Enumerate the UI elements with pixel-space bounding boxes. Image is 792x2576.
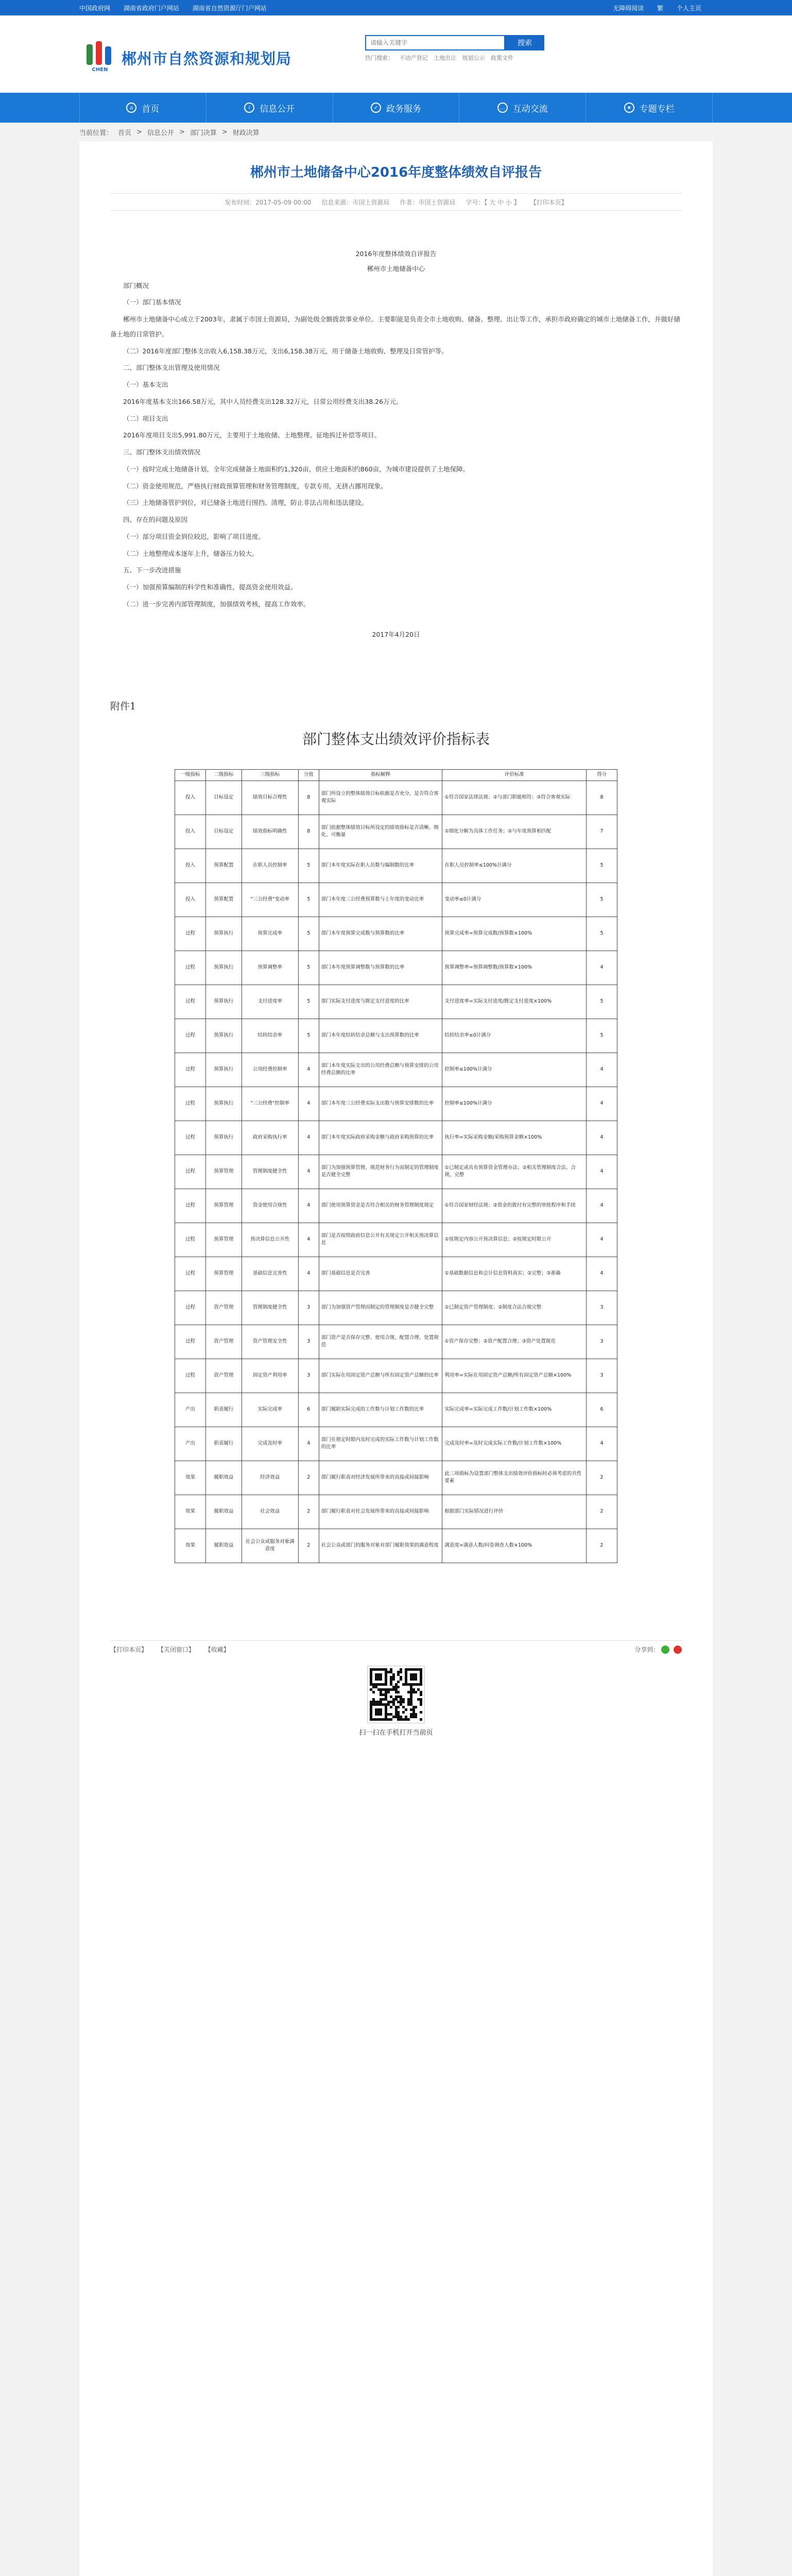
table-cell: 此三项指标为设置部门整体支出绩效评价指标时必须考虑的共性要素 — [442, 1461, 587, 1495]
table-cell: 5 — [298, 883, 319, 917]
search-button[interactable]: 搜索 — [505, 35, 544, 50]
table-cell: "三公经费"变动率 — [242, 883, 298, 917]
table-cell: 5 — [298, 849, 319, 883]
table-cell: 4 — [298, 1155, 319, 1189]
top-link-dept[interactable]: 湖南省自然资源厅门户网站 — [192, 4, 267, 12]
breadcrumb-current[interactable]: 财政决算 — [232, 129, 260, 137]
search-area — [365, 35, 544, 62]
table-cell: 5 — [587, 1019, 617, 1053]
table-row — [175, 1155, 617, 1189]
table-row — [175, 1189, 617, 1223]
logo-sub-text: CHEN — [92, 67, 108, 73]
report-heading: 2016年度整体绩效自评报告 — [355, 250, 437, 258]
table-cell: 5 — [587, 883, 617, 917]
table-cell: 部门所设立的整体绩效目标依据是否充分，是否符合客观实际 — [319, 781, 442, 815]
table-row — [175, 1325, 617, 1359]
article-paragraph: （三）土地储备管护到位，对已储备土地进行围挡、清理，防止非法占用和违法建设。 — [123, 499, 368, 507]
table-cell: 过程 — [175, 1053, 206, 1087]
table-cell: 履职效益 — [205, 1529, 242, 1563]
attachment-label: 附件1 — [110, 701, 136, 713]
article-paragraph: 二、部门整体支出管理及使用情况 — [123, 364, 220, 372]
close-window-link[interactable]: 【关闭窗口】 — [157, 1646, 195, 1653]
table-cell: 利用率=实际在用固定资产总额/所有固定资产总额×100% — [442, 1359, 587, 1393]
table-cell: 5 — [298, 917, 319, 951]
table-cell: 部门本年度预算调整数与预算数的比率 — [319, 951, 442, 985]
table-cell: 4 — [587, 1189, 617, 1223]
table-cell: 7 — [587, 815, 617, 849]
article-paragraph: （一）按时完成土地储备计划，全年完成储备土地面积约1,320亩，供应土地面积约860亩，为城市建设提供了土地保障。 — [123, 465, 470, 473]
print-link[interactable]: 【打印本页】 — [530, 198, 567, 206]
table-cell: 预算执行 — [205, 917, 242, 951]
article-paragraph: 三、部门整体支出绩效情况 — [123, 448, 201, 456]
table-cell: 过程 — [175, 1223, 206, 1257]
weibo-share-icon[interactable] — [674, 1646, 682, 1654]
nav-label: 信息公开 — [260, 104, 295, 114]
table-cell: 8 — [587, 781, 617, 815]
top-link-gov[interactable]: 中国政府网 — [79, 4, 111, 12]
table-cell: 资金使用合规性 — [242, 1189, 298, 1223]
table-cell: 预算执行 — [205, 985, 242, 1019]
traditional-chinese-link[interactable]: 繁 — [657, 4, 664, 12]
table-cell: 执行率=实际采购金额/采购预算金额×100% — [442, 1121, 587, 1155]
article-paragraph: 2016年度项目支出5,991.80万元，主要用于土地收储、土地整理、征地拆迁补偿等项目。 — [123, 431, 381, 439]
table-cell: 产出 — [175, 1427, 206, 1461]
article-paragraph: （二）项目支出 — [123, 414, 168, 422]
table-cell: 部门本年度预算完成数与预算数的比率 — [319, 917, 442, 951]
table-cell: 经济效益 — [242, 1461, 298, 1495]
nav-item-service[interactable] — [333, 93, 460, 123]
table-cell: 预算管理 — [205, 1257, 242, 1291]
table-cell: 结转结余率 — [242, 1019, 298, 1053]
table-row — [175, 951, 617, 985]
table-cell: 控制率≤100%计满分 — [442, 1087, 587, 1121]
hot-word[interactable]: 政策文件 — [491, 55, 513, 61]
table-cell: 8 — [298, 815, 319, 849]
nav-item-info[interactable] — [206, 93, 333, 123]
table-cell: "三公经费"控制率 — [242, 1087, 298, 1121]
table-row — [175, 1019, 617, 1053]
table-row — [175, 1427, 617, 1461]
print-page-link[interactable]: 【打印本页】 — [110, 1646, 148, 1653]
table-cell: 过程 — [175, 1359, 206, 1393]
table-body — [175, 781, 617, 1563]
table-cell: 根据部门实际情况进行评价 — [442, 1495, 587, 1529]
table-cell: 管理制度健全性 — [242, 1291, 298, 1325]
table-cell: 4 — [298, 1427, 319, 1461]
table-cell: 政府采购执行率 — [242, 1121, 298, 1155]
table-row — [175, 1291, 617, 1325]
table-cell: 4 — [587, 1121, 617, 1155]
table-cell: 部门本年度实际支出的公用经费总额与预算安排的公用经费总额的比率 — [319, 1053, 442, 1087]
table-cell: 职责履行 — [205, 1393, 242, 1427]
table-cell: 5 — [298, 1019, 319, 1053]
breadcrumb-label: 当前位置： — [79, 129, 113, 137]
table-cell: 在职人员控制率 — [242, 849, 298, 883]
table-cell: 结转结余率≤0计满分 — [442, 1019, 587, 1053]
article-paragraph: （二）进一步完善内部管理制度，加强绩效考核，提高工作效率。 — [123, 600, 310, 608]
table-cell: 6 — [587, 1393, 617, 1427]
table-cell: 预算管理 — [205, 1223, 242, 1257]
table-cell: 资产管理安全性 — [242, 1325, 298, 1359]
table-cell: 预算执行 — [205, 1087, 242, 1121]
table-row — [175, 781, 617, 815]
table-cell: 8 — [298, 781, 319, 815]
nav-item-interact[interactable] — [459, 93, 586, 123]
wechat-share-icon[interactable] — [661, 1646, 669, 1654]
table-cell: 过程 — [175, 1291, 206, 1325]
top-bar — [0, 0, 792, 15]
breadcrumb-info[interactable]: 信息公开 — [147, 129, 174, 137]
table-cell: 预算配置 — [205, 883, 242, 917]
table-cell: ①按规定内容公开预决算信息；②按规定时限公开 — [442, 1223, 587, 1257]
table-row — [175, 1529, 617, 1563]
article-paragraph: 2016年度基本支出166.58万元，其中人员经费支出128.32万元，日常公用经费支出38.26万元。 — [123, 397, 403, 405]
table-cell: 履职效益 — [205, 1461, 242, 1495]
article-paragraph: （二）2016年度部门整体支出收入6,158.38万元，支出6,158.38万元，用于储备土地收购、整理及日常管护等。 — [123, 347, 448, 355]
table-cell: 固定资产利用率 — [242, 1359, 298, 1393]
qr-code-icon — [368, 1666, 424, 1723]
table-cell: 5 — [298, 951, 319, 985]
personal-home-link[interactable]: 个人主页 — [676, 4, 701, 12]
table-cell: 资产管理 — [205, 1359, 242, 1393]
table-cell: 3 — [587, 1325, 617, 1359]
table-header: 分值 — [298, 770, 319, 781]
table-cell: 实际完成率 — [242, 1393, 298, 1427]
table-cell: 5 — [587, 917, 617, 951]
table-cell: 4 — [298, 1053, 319, 1087]
article-paragraph: 部门概况 — [123, 281, 149, 290]
table-row — [175, 1121, 617, 1155]
article-paragraph: 四、存在的问题及原因 — [123, 516, 188, 523]
table-cell: 部门本年度三公经费实际支出数与预算安排数的比率 — [319, 1087, 442, 1121]
table-cell: 预算执行 — [205, 1019, 242, 1053]
site-name: 郴州市自然资源和规划局 — [122, 49, 292, 67]
table-cell: 部门使用预算资金是否符合相关的财务管理制度规定 — [319, 1189, 442, 1223]
table-cell: 3 — [298, 1291, 319, 1325]
table-cell: 过程 — [175, 1189, 206, 1223]
accessibility-link[interactable]: 无障碍阅读 — [613, 4, 644, 12]
article-paragraph: （一）加强预算编制的科学性和准确性，提高资金使用效益。 — [123, 583, 297, 591]
table-cell: 公用经费控制率 — [242, 1053, 298, 1087]
service-icon: ✓ — [371, 103, 381, 113]
table-cell: 部门为加强预算管理、规范财务行为而制定的管理制度是否健全完整 — [319, 1155, 442, 1189]
table-cell: 社会效益 — [242, 1495, 298, 1529]
table-cell: 部门履行职责对经济发展所带来的直接或间接影响 — [319, 1461, 442, 1495]
table-header: 指标解释 — [319, 770, 442, 781]
table-row — [175, 1461, 617, 1495]
table-cell: 社会公众或部门的服务对象对部门履职效果的满意程度 — [319, 1529, 442, 1563]
table-cell: 3 — [298, 1325, 319, 1359]
qr-caption: 扫一扫在手机打开当前页 — [359, 1729, 433, 1737]
table-cell: 预算管理 — [205, 1189, 242, 1223]
table-cell: 部门本年度实际政府采购金额与政府采购预算的比率 — [319, 1121, 442, 1155]
table-cell: 预算执行 — [205, 1053, 242, 1087]
table-cell: 产出 — [175, 1393, 206, 1427]
table-cell: 投入 — [175, 883, 206, 917]
table-cell: 预算配置 — [205, 849, 242, 883]
table-cell: 部门本年度实际在职人员数与编制数的比率 — [319, 849, 442, 883]
table-cell: 3 — [298, 1359, 319, 1393]
breadcrumb — [79, 123, 713, 141]
top-link-province[interactable]: 湖南省政府门户网站 — [123, 4, 179, 12]
table-header: 三级指标 — [242, 770, 298, 781]
breadcrumb-sep: > — [136, 128, 142, 136]
table-cell: 社会公众或服务对象满意度 — [242, 1529, 298, 1563]
table-cell: 4 — [587, 1427, 617, 1461]
article-paragraph: 五、下一步改进措施 — [123, 566, 181, 574]
table-cell: 实际完成率=实际完成工作数/计划工作数×100% — [442, 1393, 587, 1427]
table-cell: 过程 — [175, 1257, 206, 1291]
nav-label: 专题专栏 — [639, 104, 675, 114]
indicator-table — [175, 769, 617, 1563]
table-cell: 绩效指标明确性 — [242, 815, 298, 849]
top-links — [79, 4, 278, 12]
table-cell: 4 — [298, 1189, 319, 1223]
table-cell: 4 — [587, 1053, 617, 1087]
table-cell: 部门为加强资产管理而制定的管理制度是否健全完整 — [319, 1291, 442, 1325]
nav-item-topic[interactable] — [586, 93, 713, 123]
breadcrumb-sep: > — [221, 128, 228, 136]
table-cell: 投入 — [175, 815, 206, 849]
site-header — [0, 15, 792, 93]
table-cell: 4 — [587, 1223, 617, 1257]
share-bar — [110, 1640, 682, 1654]
table-cell: 3 — [587, 1359, 617, 1393]
hot-word[interactable]: 不动产登记 — [399, 55, 428, 61]
article-paragraph: （二）资金使用规范，严格执行财政预算管理和财务管理制度，专款专用，无挤占挪用现象。 — [123, 482, 387, 490]
table-cell: 效果 — [175, 1461, 206, 1495]
table-cell: 4 — [298, 1087, 319, 1121]
table-cell: 2 — [587, 1495, 617, 1529]
table-cell: 4 — [587, 1257, 617, 1291]
table-cell: 目标设定 — [205, 815, 242, 849]
table-cell: 效果 — [175, 1529, 206, 1563]
hot-word[interactable]: 土地出让 — [434, 55, 456, 61]
table-cell: 支付进度率 — [242, 985, 298, 1019]
meta-source: 信息来源：市国土资源局 — [321, 198, 390, 206]
article-paragraphs — [110, 279, 682, 612]
meta-author: 作者：市国土资源局 — [400, 198, 456, 206]
table-cell: 绩效目标合理性 — [242, 781, 298, 815]
table-cell: 4 — [298, 1257, 319, 1291]
table-cell: 部门在规定时限内及时完成的实际工作数与计划工作数的比率 — [319, 1427, 442, 1461]
nav-label: 首页 — [142, 104, 160, 114]
topic-icon: ★ — [624, 103, 634, 113]
table-cell: 部门本年度三公经费预算数与上年度的变动比率 — [319, 883, 442, 917]
table-cell: 基础信息完善性 — [242, 1257, 298, 1291]
meta-date: 发布时间：2017-05-09 00:00 — [225, 198, 312, 206]
table-row — [175, 815, 617, 849]
table-cell: ①符合国家法律法规；②与部门职能相符；③符合客观实际 — [442, 781, 587, 815]
table-row — [175, 917, 617, 951]
table-cell: 职责履行 — [205, 1427, 242, 1461]
nav-label: 互动交流 — [512, 104, 548, 114]
table-row — [175, 1257, 617, 1291]
table-cell: 预算调整率 — [242, 951, 298, 985]
table-cell: 预算执行 — [205, 951, 242, 985]
table-row — [175, 1495, 617, 1529]
table-cell: 履职效益 — [205, 1495, 242, 1529]
article-paragraph: 郴州市土地储备中心成立于2003年，隶属于市国土资源局，为副处级全额拨款事业单位。主要职能是负责全市土地收购、储备、整理、出让等工作，承担市政府确定的城市土地储备工作，并做好储备土地的日常管护。 — [110, 315, 680, 338]
logo-mark-icon — [84, 41, 115, 74]
table-cell: 满意度=满意人数/问卷调查人数×100% — [442, 1529, 587, 1563]
table-cell: 4 — [587, 951, 617, 985]
table-cell: ①已制定或具有预算资金管理办法；②相关管理制度合法、合规、完整 — [442, 1155, 587, 1189]
table-cell: 完成及时率=及时完成实际工作数/计划工作数×100% — [442, 1427, 587, 1461]
table-cell: 部门资产是否保存完整、使用合规、配置合理、处置规范 — [319, 1325, 442, 1359]
table-cell: 3 — [587, 1291, 617, 1325]
info-icon: i — [244, 103, 254, 113]
table-cell: 6 — [298, 1393, 319, 1427]
table-cell: 完成及时率 — [242, 1427, 298, 1461]
qr-section — [110, 1666, 682, 1737]
article-paragraph: （一）部门基本情况 — [123, 298, 181, 307]
table-cell: ①符合国家财经法规；②资金的拨付有完整的审批程序和手续 — [442, 1189, 587, 1223]
table-cell: 预算管理 — [205, 1155, 242, 1189]
article-title: 郴州市土地储备中心2016年度整体绩效自评报告 — [250, 165, 542, 180]
chat-icon: … — [497, 103, 508, 113]
share-label: 分享到： — [634, 1646, 660, 1653]
table-cell: 部门基础信息是否完善 — [319, 1257, 442, 1291]
table-header: 得分 — [587, 770, 617, 781]
article-paragraph: （一）部分项目资金到位较迟，影响了项目进度。 — [123, 532, 265, 540]
table-row — [175, 1087, 617, 1121]
table-row — [175, 1053, 617, 1087]
table-cell: 过程 — [175, 1121, 206, 1155]
table-cell: 预决算信息公开性 — [242, 1223, 298, 1257]
article-paragraph: （二）土地整理成本逐年上升，储备压力较大。 — [123, 549, 259, 557]
table-cell: 4 — [298, 1121, 319, 1155]
table-cell: 目标设定 — [205, 781, 242, 815]
table-cell: 控制率≤100%计满分 — [442, 1053, 587, 1087]
table-row — [175, 1223, 617, 1257]
table-row — [175, 1359, 617, 1393]
breadcrumb-home[interactable]: 首页 — [118, 129, 132, 137]
main-nav — [0, 93, 792, 123]
table-cell: 投入 — [175, 849, 206, 883]
table-cell: 部门履行职责对社会发展所带来的直接或间接影响 — [319, 1495, 442, 1529]
table-cell: 2 — [298, 1529, 319, 1563]
table-cell: 部门履职实际完成的工作数与计划工作数的比率 — [319, 1393, 442, 1427]
table-cell: 预算调整率=预算调整数/预算数×100% — [442, 951, 587, 985]
table-cell: ①已制定资产管理制度；②制度合法合规完整 — [442, 1291, 587, 1325]
table-cell: 部门实际在用固定资产总额与所有固定资产总额的比率 — [319, 1359, 442, 1393]
article-paragraph: （一）基本支出 — [123, 381, 168, 388]
table-cell: 2 — [587, 1461, 617, 1495]
table-cell: 4 — [298, 1223, 319, 1257]
table-cell: 5 — [298, 985, 319, 1019]
table-cell: 过程 — [175, 951, 206, 985]
table-cell: 过程 — [175, 1155, 206, 1189]
table-cell: 预算执行 — [205, 1121, 242, 1155]
font-size-switch[interactable]: 字号：【 大 中 小 】 — [466, 198, 520, 206]
table-cell: 资产管理 — [205, 1291, 242, 1325]
hot-words-label: 热门搜索： — [365, 55, 393, 61]
table-header: 二级指标 — [205, 770, 242, 781]
table-cell: 预算完成率=预算完成数/预算数×100% — [442, 917, 587, 951]
table-cell: 在职人员控制率≤100%计满分 — [442, 849, 587, 883]
table-cell: 2 — [298, 1495, 319, 1529]
nav-item-home[interactable] — [79, 93, 206, 123]
search-input[interactable] — [365, 35, 505, 50]
table-cell: 投入 — [175, 781, 206, 815]
table-cell: 5 — [587, 849, 617, 883]
table-cell: ①资产保存完整；②资产配置合理；③资产处置规范 — [442, 1325, 587, 1359]
article-meta — [110, 193, 682, 211]
table-row — [175, 849, 617, 883]
report-date: 2017年4月20日 — [372, 630, 420, 638]
table-cell: 2 — [587, 1529, 617, 1563]
table-header-row — [175, 770, 617, 781]
table-cell: 效果 — [175, 1495, 206, 1529]
breadcrumb-dept[interactable]: 部门决算 — [190, 129, 217, 137]
table-cell: ①细化分解为具体工作任务；②与年度预算相匹配 — [442, 815, 587, 849]
table-cell: 过程 — [175, 985, 206, 1019]
table-cell: 过程 — [175, 1087, 206, 1121]
favorite-link[interactable]: 【收藏】 — [204, 1646, 230, 1653]
site-logo[interactable] — [84, 41, 291, 74]
table-row — [175, 985, 617, 1019]
table-cell: 4 — [587, 1155, 617, 1189]
table-cell: 变动率≤0计满分 — [442, 883, 587, 917]
table-cell: 过程 — [175, 917, 206, 951]
table-cell: 4 — [587, 1087, 617, 1121]
table-cell: 部门依据整体绩效目标所设定的绩效指标是否清晰、细化、可衡量 — [319, 815, 442, 849]
table-cell: 5 — [587, 985, 617, 1019]
table-cell: 部门本年度结转结余总额与支出预算数的比率 — [319, 1019, 442, 1053]
table-row — [175, 883, 617, 917]
nav-label: 政务服务 — [386, 104, 421, 114]
breadcrumb-sep: > — [179, 128, 185, 136]
table-cell: 管理制度健全性 — [242, 1155, 298, 1189]
table-cell: 预算完成率 — [242, 917, 298, 951]
table-cell: 过程 — [175, 1019, 206, 1053]
hot-words — [365, 54, 544, 62]
report-org: 郴州市土地储备中心 — [367, 264, 425, 273]
article-body — [110, 247, 682, 642]
table-cell: 部门实际支付进度与既定支付进度的比率 — [319, 985, 442, 1019]
table-cell: ①基础数据信息和会计信息资料真实；②完整；③准确 — [442, 1257, 587, 1291]
table-cell: 过程 — [175, 1325, 206, 1359]
table-row — [175, 1393, 617, 1427]
table-title: 部门整体支出绩效评价指标表 — [302, 731, 490, 748]
table-cell: 资产管理 — [205, 1325, 242, 1359]
table-cell: 部门是否按照政府信息公开有关规定公开相关预决算信息 — [319, 1223, 442, 1257]
article-container — [79, 141, 713, 2576]
hot-word[interactable]: 规划公示 — [462, 55, 485, 61]
table-header: 评价标准 — [442, 770, 587, 781]
table-cell: 支付进度率=实际支付进度/既定支付进度×100% — [442, 985, 587, 1019]
top-right — [613, 4, 713, 12]
home-icon: ⌂ — [126, 103, 136, 113]
table-header: 一级指标 — [175, 770, 206, 781]
table-cell: 2 — [298, 1461, 319, 1495]
